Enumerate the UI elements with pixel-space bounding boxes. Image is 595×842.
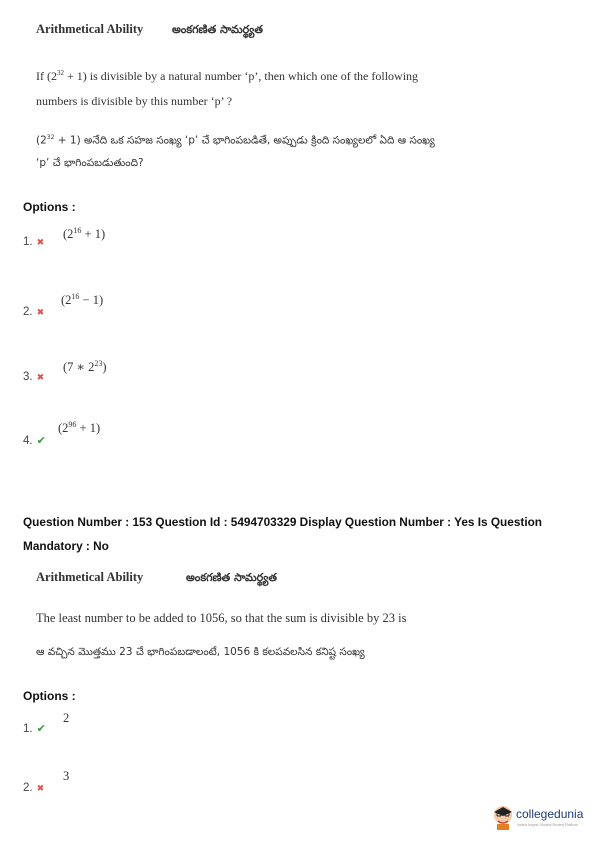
option-3[interactable]: 3. ✖ <box>23 371 45 383</box>
logo-tagline: India's largest Student Review Platform <box>517 823 578 827</box>
option-2[interactable]: 2. ✖ <box>23 306 45 318</box>
correct-icon: ✔ <box>36 723 46 735</box>
topic-en: Arithmetical Ability <box>36 570 144 584</box>
logo-name: collegedunia <box>516 807 584 821</box>
question-text-en <box>36 63 556 111</box>
question-meta-line-2: Mandatory : No <box>23 539 109 553</box>
question-meta-line-1: Question Number : 153 Question Id : 5494703329 Display Question Number : Yes Is Question <box>23 515 543 529</box>
question-te-line-2: ‘p’ చే భాగింపబడుతుంది? <box>36 156 144 169</box>
option-3-value: (7 ∗ $2^{23}$) <box>63 359 107 375</box>
wrong-icon: ✖ <box>36 372 45 382</box>
option-2[interactable]: 2. ✖ <box>23 782 45 794</box>
student-avatar-icon <box>492 804 514 830</box>
option-4[interactable]: 4. ✔ <box>23 435 46 447</box>
option-4-value: $(2^{96} + 1)$ <box>58 420 101 436</box>
option-1[interactable]: 1. ✖ <box>23 236 45 248</box>
option-1-value: 2 <box>63 711 70 725</box>
topic-en: Arithmetical Ability <box>36 22 144 36</box>
wrong-icon: ✖ <box>36 783 45 793</box>
option-2-value: 3 <box>63 769 70 783</box>
topic-te: అంకగణిత సామర్థ్యత <box>186 571 277 584</box>
options-heading: Options : <box>23 689 76 703</box>
wrong-icon: ✖ <box>36 237 45 247</box>
option-1-value: $(2^{16} + 1)$ <box>63 226 106 242</box>
topic-te: అంకగణిత సామర్థ్యత <box>172 23 263 36</box>
question-line-2: numbers is divisible by this number ‘p’ ? <box>36 94 233 108</box>
question-line-1: If $(2^{32} + 1)$ is divisible by a natural number ‘p’, then which one of the following <box>36 69 419 83</box>
options-heading: Options : <box>23 200 76 214</box>
question-text-te: ఆ వచ్చిన మొత్తము 23 చే భాగింపబడాలంటే, 1056 కి కలపవలసిన కనిష్ట సంఖ్య <box>36 646 365 658</box>
correct-icon: ✔ <box>36 435 46 447</box>
option-1[interactable]: 1. ✔ <box>23 723 46 735</box>
option-2-value: $(2^{16} - 1)$ <box>61 292 104 308</box>
wrong-icon: ✖ <box>36 307 45 317</box>
question-te-line-1: $(2^{32} + 1)$ అనేది ఒక సహజ సంఖ్య ‘p’ చే భాగింపబడితే, అప్పుడు క్రింది సంఖ్యలలో ఏది ఆ సంఖ్య <box>36 134 435 147</box>
collegedunia-logo <box>492 804 584 832</box>
question-text-te <box>36 128 556 173</box>
question-text-en: The least number to be added to 1056, so that the sum is divisible by 23 is <box>36 611 407 625</box>
